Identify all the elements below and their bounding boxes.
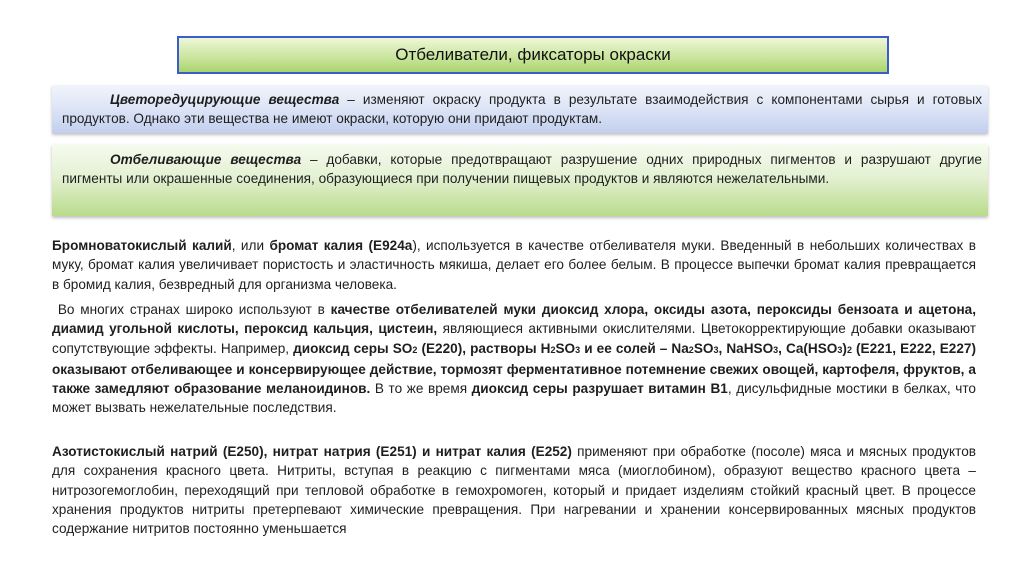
definition-text-color-reducing: – изменяют окраску продукта в результате взаимодействия с компонентами сырья и готовых продуктов. Однако эти вещества не имеют окраски, которую они придают продуктам. — [62, 92, 982, 126]
bold-text: диоксид серы SO — [293, 340, 413, 356]
bold-text: и ее солей – Na — [580, 340, 689, 356]
definition-text-bleaching: – добавки, которые предотвращают разрушение одних природных пигментов и разрушают другие пигменты или окрашенные соединения, образующиеся при получении пищевых продуктов и являются нежелательными. — [62, 152, 982, 186]
subscript: 2 — [550, 344, 556, 355]
bold-text: , NaHSO — [718, 340, 774, 356]
bold-text: (Е220), растворы H — [417, 340, 551, 356]
definition-box-bleaching — [52, 144, 988, 216]
bold-text: , Ca(HSO — [778, 340, 838, 356]
subscript: 2 — [846, 344, 852, 355]
bold-text: бромат калия (Е924а — [269, 238, 413, 253]
term-bleaching: Отбеливающие вещества — [110, 152, 302, 167]
text: , или — [231, 238, 270, 253]
text: применяют при обработке (посоле) мяса и мясных продуктов для сохранения красного цвета. Нитриты, вступая в реакцию с пигментами мяса (миоглобином), образуют вещество красного цвета – нитрозогемоглобин, переходящий при тепловой обработке в гемохромоген, который и придает изделиям стойкий красный цвет. В процессе хранения продуктов нитриты претерпевают химические превращения. При нагревании и хранении консервированных мясных продуктов содержание нитритов постоянно уменьшается — [52, 444, 976, 537]
bold-text: качестве отбеливателей муки диоксид хлора, оксиды азота, пероксиды бензоата и ацетона, диамид угольной кислоты, пероксид кальция, цистеин, — [52, 302, 976, 337]
bold-text: Бромноватокислый калий — [52, 238, 232, 253]
text: Во многих странах широко используют в — [57, 302, 331, 317]
bold-text: SO — [555, 340, 576, 356]
bold-text: SO — [693, 340, 714, 356]
paragraph-flour-bleaching-agents — [52, 300, 976, 418]
text: ), используется в качестве отбеливателя муки. Введенный в небольших количествах в муку, бромат калия увеличивает пористость и эластичность мякиша, делает его более белым. В процессе выпечки бромат калия превращается в бромид калия, безвредный для организма человека. — [52, 238, 976, 292]
subscript: 3 — [575, 344, 581, 355]
paragraph-potassium-bromate — [52, 236, 976, 294]
subscript: 2 — [412, 344, 418, 355]
slide-title-text: Отбеливатели, фиксаторы окраски — [395, 45, 671, 64]
definition-box-color-reducing — [52, 85, 988, 133]
subscript: 3 — [773, 344, 779, 355]
text: В то же время — [370, 381, 472, 397]
subscript: 2 — [688, 344, 694, 355]
text: являющиеся активными окислителями. Цветокорректирующие добавки оказывают сопутствующие эффекты. Например, — [52, 321, 976, 356]
bold-text: диоксид серы разрушает витамин В1 — [471, 381, 728, 397]
subscript: 3 — [713, 344, 719, 355]
term-color-reducing: Цветоредуцирующие вещества — [110, 92, 340, 107]
text: , дисульфидные мостики в белках, что может вызвать нежелательные последствия. — [52, 381, 976, 416]
bold-text: ) — [842, 340, 847, 356]
subscript: 3 — [837, 344, 843, 355]
bold-text: (Е221, Е222, Е227) оказывают отбеливающее и консервирующее действие, тормозят ферментативное потемнение свежих овощей, картофеля, фруктов, а также замедляют образование меланоидинов. — [52, 340, 977, 397]
bold-text: Азотистокислый натрий (Е250), нитрат натрия (Е251) и нитрат калия (Е252) — [52, 444, 572, 459]
slide-title — [177, 36, 889, 74]
paragraph-nitrites — [52, 442, 976, 538]
